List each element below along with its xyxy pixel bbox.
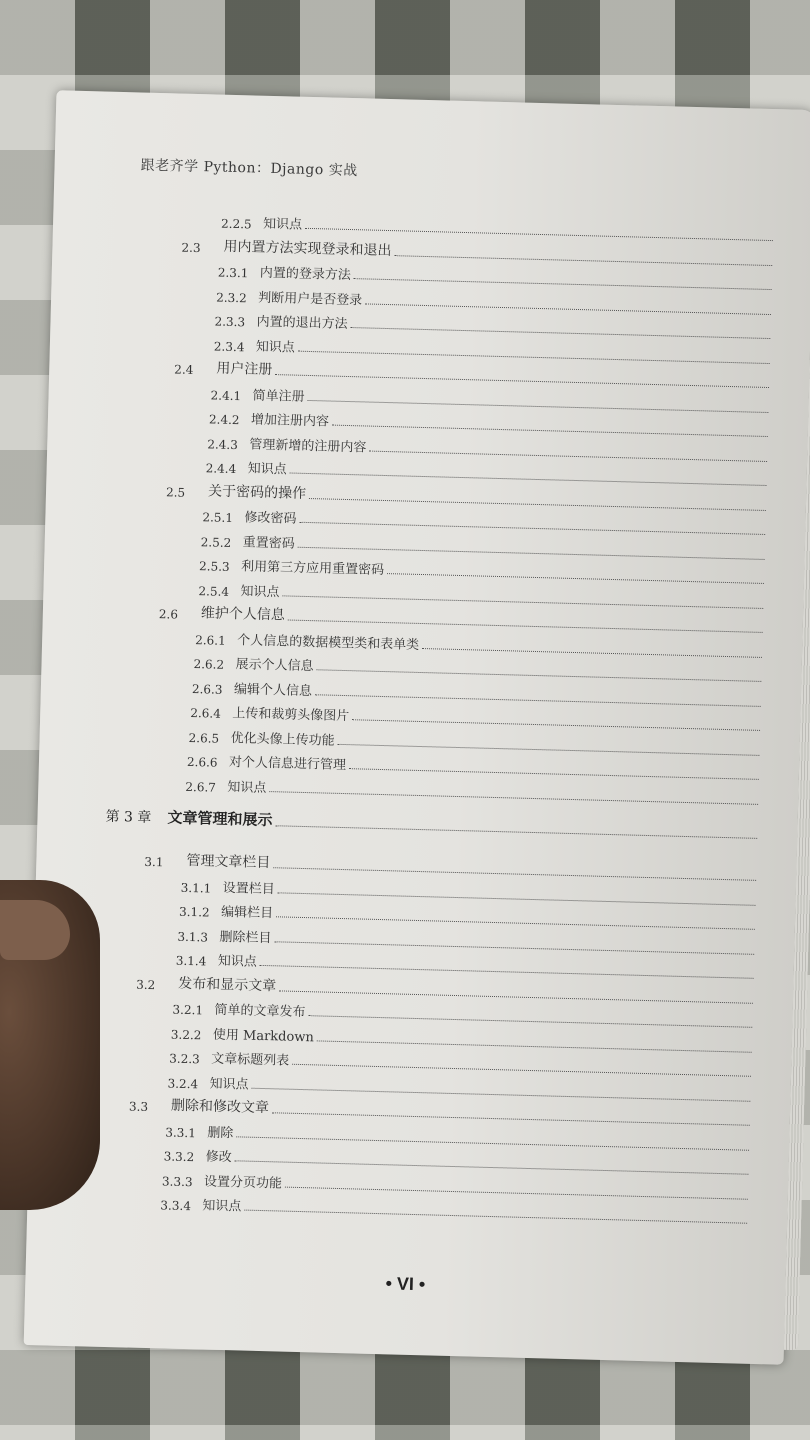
toc-title: 关于密码的操作 xyxy=(207,482,307,502)
toc-number: 2.6.6 xyxy=(186,754,218,770)
toc-title: 上传和裁剪头像图片 xyxy=(232,706,350,725)
toc-number: 2.4.1 xyxy=(210,387,242,403)
toc-title: 删除和修改文章 xyxy=(170,1097,270,1117)
toc-number: 2.6.5 xyxy=(188,730,220,746)
table-of-contents xyxy=(54,202,810,1215)
toc-number: 3.1 xyxy=(144,854,164,870)
toc-number: 2.5.2 xyxy=(200,534,232,550)
thumbnail-nail xyxy=(0,900,70,960)
toc-title: 优化头像上传功能 xyxy=(230,730,335,749)
toc-number: 3.3.3 xyxy=(161,1173,193,1189)
toc-title: 知识点 xyxy=(240,583,280,600)
toc-number: 2.6 xyxy=(158,607,179,622)
toc-title: 设置分页功能 xyxy=(203,1174,283,1192)
dot-leader xyxy=(275,824,757,839)
toc-number: 2.3.4 xyxy=(213,338,245,354)
page-edge xyxy=(784,170,810,1350)
toc-number: 3.3 xyxy=(128,1099,149,1115)
toc-number: 2.3.3 xyxy=(214,314,246,330)
toc-number: 2.6.1 xyxy=(195,632,226,648)
toc-title: 删除栏目 xyxy=(219,929,272,946)
toc-number: 3.2.2 xyxy=(170,1027,202,1042)
toc-number: 2.5.1 xyxy=(202,510,234,526)
toc-number: 2.3 xyxy=(181,240,201,255)
toc-title: 文章管理和展示 xyxy=(167,808,273,830)
toc-number: 3.1.4 xyxy=(175,953,207,969)
toc-title: 使用 Markdown xyxy=(212,1027,314,1045)
toc-title: 重置密码 xyxy=(242,534,295,552)
toc-number: 2.6.7 xyxy=(185,779,217,795)
toc-number: 2.5.3 xyxy=(198,559,230,574)
toc-number: 3.3.2 xyxy=(163,1149,195,1165)
toc-title: 对个人信息进行管理 xyxy=(228,755,347,774)
toc-title: 知识点 xyxy=(202,1198,242,1215)
dot-leader xyxy=(269,790,758,805)
toc-title: 管理新增的注册内容 xyxy=(249,436,367,455)
toc-title: 文章标题列表 xyxy=(211,1051,290,1069)
toc-number: 3.2.4 xyxy=(167,1076,199,1091)
toc-title: 删除 xyxy=(207,1125,234,1141)
toc-title: 判断用户是否登录 xyxy=(258,290,363,308)
toc-title: 利用第三方应用重置密码 xyxy=(240,559,385,579)
toc-title: 发布和显示文章 xyxy=(178,975,277,994)
toc-title: 知识点 xyxy=(262,216,303,233)
toc-number: 2.3.1 xyxy=(217,265,249,281)
toc-number: 2.5 xyxy=(165,484,186,500)
toc-number: 2.4.4 xyxy=(205,461,237,477)
toc-number: 3.1.3 xyxy=(177,929,209,945)
toc-number: 2.3.2 xyxy=(216,290,247,305)
toc-number: 3.1.2 xyxy=(178,904,210,920)
toc-number: 3.2.1 xyxy=(172,1002,204,1018)
toc-title: 知识点 xyxy=(247,461,287,478)
page-number: • VI • xyxy=(385,1273,426,1295)
toc-number: 3.1.1 xyxy=(180,880,212,896)
toc-title: 维护个人信息 xyxy=(200,605,286,624)
toc-number: 3.2.3 xyxy=(169,1051,200,1067)
toc-title: 内置的退出方法 xyxy=(256,314,348,332)
toc-title: 编辑个人信息 xyxy=(233,681,313,699)
thumb xyxy=(0,880,100,1210)
toc-title: 知识点 xyxy=(217,953,258,970)
toc-number: 2.6.3 xyxy=(191,681,223,697)
toc-number: 2.2.5 xyxy=(220,216,252,232)
toc-title: 个人信息的数据模型类和表单类 xyxy=(237,632,420,653)
toc-number: 2.6.4 xyxy=(190,705,222,721)
toc-title: 编辑栏目 xyxy=(220,904,274,922)
toc-chapter xyxy=(37,800,757,843)
toc-number: 2.4 xyxy=(174,362,194,377)
toc-title: 知识点 xyxy=(209,1076,249,1093)
toc-number: 3.2 xyxy=(136,977,156,992)
book-page xyxy=(24,90,810,1364)
dot-leader xyxy=(244,1209,747,1224)
toc-title: 知识点 xyxy=(255,339,296,356)
running-head: 跟老齐学 Python：Django 实战 xyxy=(140,157,358,180)
toc-title: 设置栏目 xyxy=(222,880,275,897)
toc-number: 2.5.4 xyxy=(198,583,230,599)
toc-title: 修改密码 xyxy=(244,510,297,527)
toc-number: 2.4.3 xyxy=(207,436,239,452)
toc-number: 3.3.4 xyxy=(160,1198,192,1214)
toc-title: 简单注册 xyxy=(252,388,305,405)
toc-title: 知识点 xyxy=(227,779,267,796)
toc-number: 3.3.1 xyxy=(165,1124,197,1140)
toc-title: 增加注册内容 xyxy=(250,412,330,430)
toc-title: 简单的文章发布 xyxy=(214,1002,306,1021)
toc-number: 2.6.2 xyxy=(193,657,225,672)
toc-title: 修改 xyxy=(205,1149,232,1166)
toc-title: 内置的登录方法 xyxy=(259,265,352,284)
toc-number: 2.4.2 xyxy=(208,412,240,428)
toc-title: 用户注册 xyxy=(216,360,273,379)
toc-number: 第 3 章 xyxy=(105,808,152,826)
toc-title: 展示个人信息 xyxy=(235,657,314,675)
toc-title: 用内置方法实现登录和退出 xyxy=(223,238,392,259)
toc-title: 管理文章栏目 xyxy=(186,852,271,872)
